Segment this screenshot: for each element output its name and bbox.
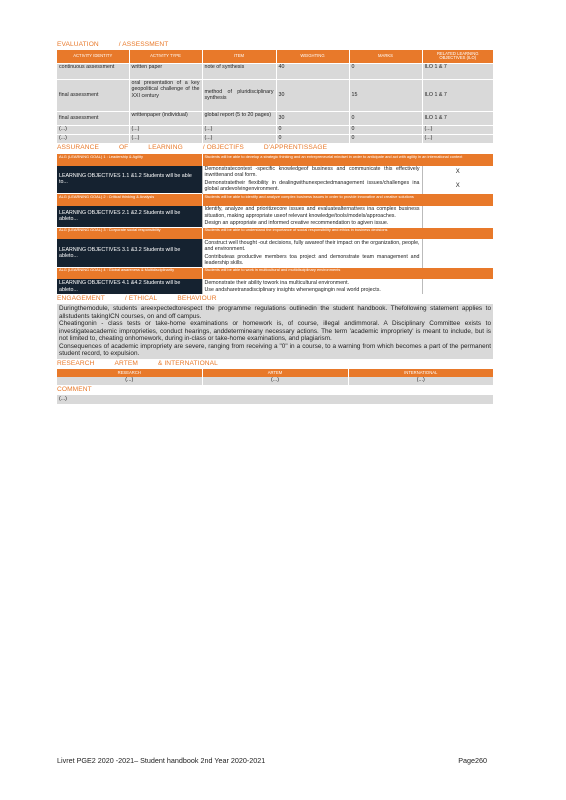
document-page	[57, 40, 493, 404]
header-activity-type: ACTIVITY TYPE	[129, 50, 202, 63]
criterion-mark	[422, 239, 493, 253]
learning-goal-3-header: ALG (LEARNING GOAL) 3 : Corporate social responsibility Students will be able to understand the importance of social responsibility and ethics in business decisions	[57, 227, 493, 239]
table-row: LEARNING OBJECTIVES 1.1 &1.2 Students will be able to... Demonstratecontext -specific knowledgeof business and communicate this effectively inwrittenand oral form. X	[57, 166, 493, 180]
ethics-statement	[57, 304, 493, 359]
table-row: continuous assessment written paper note of synthesis 40 0 ILO 1 & 7	[57, 63, 493, 79]
ethics-paragraph: Duringthemodule, students areexpectedtorespect the programme regulations outlinedin the student handbook. Thefollowing statement applies to allstudents takingICN courses, on and off campus.	[59, 305, 491, 320]
table-row: LEARNING OBJECTIVES 4.1 &4.2 Students will be ableto... Demonstrate their ability towork ina multicultural environment.	[57, 279, 493, 286]
criterion-mark	[422, 253, 493, 267]
table-row: (...) (...) (...)	[57, 377, 493, 385]
header-marks: MARKS	[349, 50, 422, 63]
comment-title: COMMENT	[57, 385, 92, 393]
table-row: final assessment writtenpaper (individual) global report (5 to 20 pages) 30 0 ILO 1 & 7	[57, 111, 493, 125]
learning-goal-2-header: ALG (LEARNING GOAL) 2 : Critical thinking & Analysis Students will be able to identify and analyze complex business issues in order to provide innovative and creative solutions	[57, 194, 493, 206]
criterion-mark: X	[422, 166, 493, 180]
evaluation-title: EVALUATION / ASSESSMENT	[57, 41, 169, 48]
evaluation-header-row	[57, 50, 493, 63]
comment-box: (...)	[57, 395, 493, 404]
header-item: ITEM	[202, 50, 276, 63]
table-row: (...) (...) (...) 0 0 (...)	[57, 134, 493, 143]
learning-goal-4-header: ALG (LEARNING GOAL) 4 : Global awareness & Multidisciplinarity Students will be able to work in multicultural and multidisciplinary environments	[57, 267, 493, 279]
header-weighting: WEIGHTING	[276, 50, 349, 63]
footer-handbook-title: Livret PGE2 2020 -2021– Student handbook 2nd Year 2020-2021	[57, 756, 266, 765]
header-ilo: RELATED LEARNING OBJECTIVES (ILO)	[422, 50, 493, 63]
assurance-table	[57, 153, 493, 294]
research-header-row: RESEARCH ARTEM INTERNATIONAL	[57, 369, 493, 377]
table-row: LEARNING OBJECTIVES 3.1 &3.2 Students will be ableto... Construct well thought -out decisions, fully awareof their impact on the organization, people, and environment.	[57, 239, 493, 253]
evaluation-table	[57, 50, 493, 143]
criterion-mark	[422, 206, 493, 220]
ethics-paragraph: Cheatingonin - class tests or take-home examinations or homework is, of course, illegal andimmoral. A Disciplinary Committee exists to investigateacademic improprieties, conduct hearings, anddetermineany necessary actions. The term 'academic impropriety' is meant to include, but is not limited to, cheating onhomework, during in-class or take-home examinations, and plagiarism.	[59, 320, 491, 343]
table-row: Contributeas productive members toa project and demonstrate team management and leadership skills.	[57, 253, 493, 267]
learning-goal-1-header: ALG (LEARNING GOAL) 1 : Leadership & Agility Students will be able to develop a strategic thinking and an entrepreneurial mindset in order to anticipate and act with agility in an international context	[57, 154, 493, 166]
page-number: Page260	[458, 756, 487, 765]
table-row: Design an appropriate and informed creative recommendation to agiven issue.	[57, 219, 493, 227]
ethics-paragraph: Consequences of academic impropriety are severe, ranging from receiving a "0" in a course, to a warning from which becomes a part of the permanent student record, to expulsion.	[59, 342, 491, 358]
research-table	[57, 369, 493, 385]
header-activity-identity: ACTIVITY IDENTITY	[57, 50, 129, 63]
criterion-mark	[422, 219, 493, 227]
criterion-mark	[422, 287, 493, 294]
criterion-mark: X	[422, 179, 493, 193]
table-row: (...) (...) (...) 0 0 (...)	[57, 125, 493, 134]
engagement-title: ENGAGEMENT / ETHICAL BEHAVIOUR	[57, 295, 217, 303]
page-footer	[57, 756, 493, 765]
assurance-title: ASSURANCE OF LEARNING / OBJECTIFS D'APPRENTISSAGE	[57, 144, 328, 151]
table-row: LEARNING OBJECTIVES 2.1 &2.2 Students will be ableto... Identify, analyze and prioritizecore issues and evaluatealternatives ina complex business situation, making appropriate useof relevant knowledge/tools/models/approaches.	[57, 206, 493, 220]
criterion-mark	[422, 279, 493, 286]
research-title: RESEARCH ARTEM & INTERNATIONAL	[57, 359, 218, 367]
table-row: Use andsharetransdisciplinary insights whenengagingin real world projects.	[57, 287, 493, 294]
table-row: Demonstratetheir flexibility in dealingwithunexpectedmanagement issues/challenges ina global andevolvingenvironment. X	[57, 179, 493, 193]
table-row: final assessment oral presentation of a key geopolitical challenge of the XXI century method of pluridisciplinary synthesis 30 15 ILO 1 & 7	[57, 79, 493, 111]
